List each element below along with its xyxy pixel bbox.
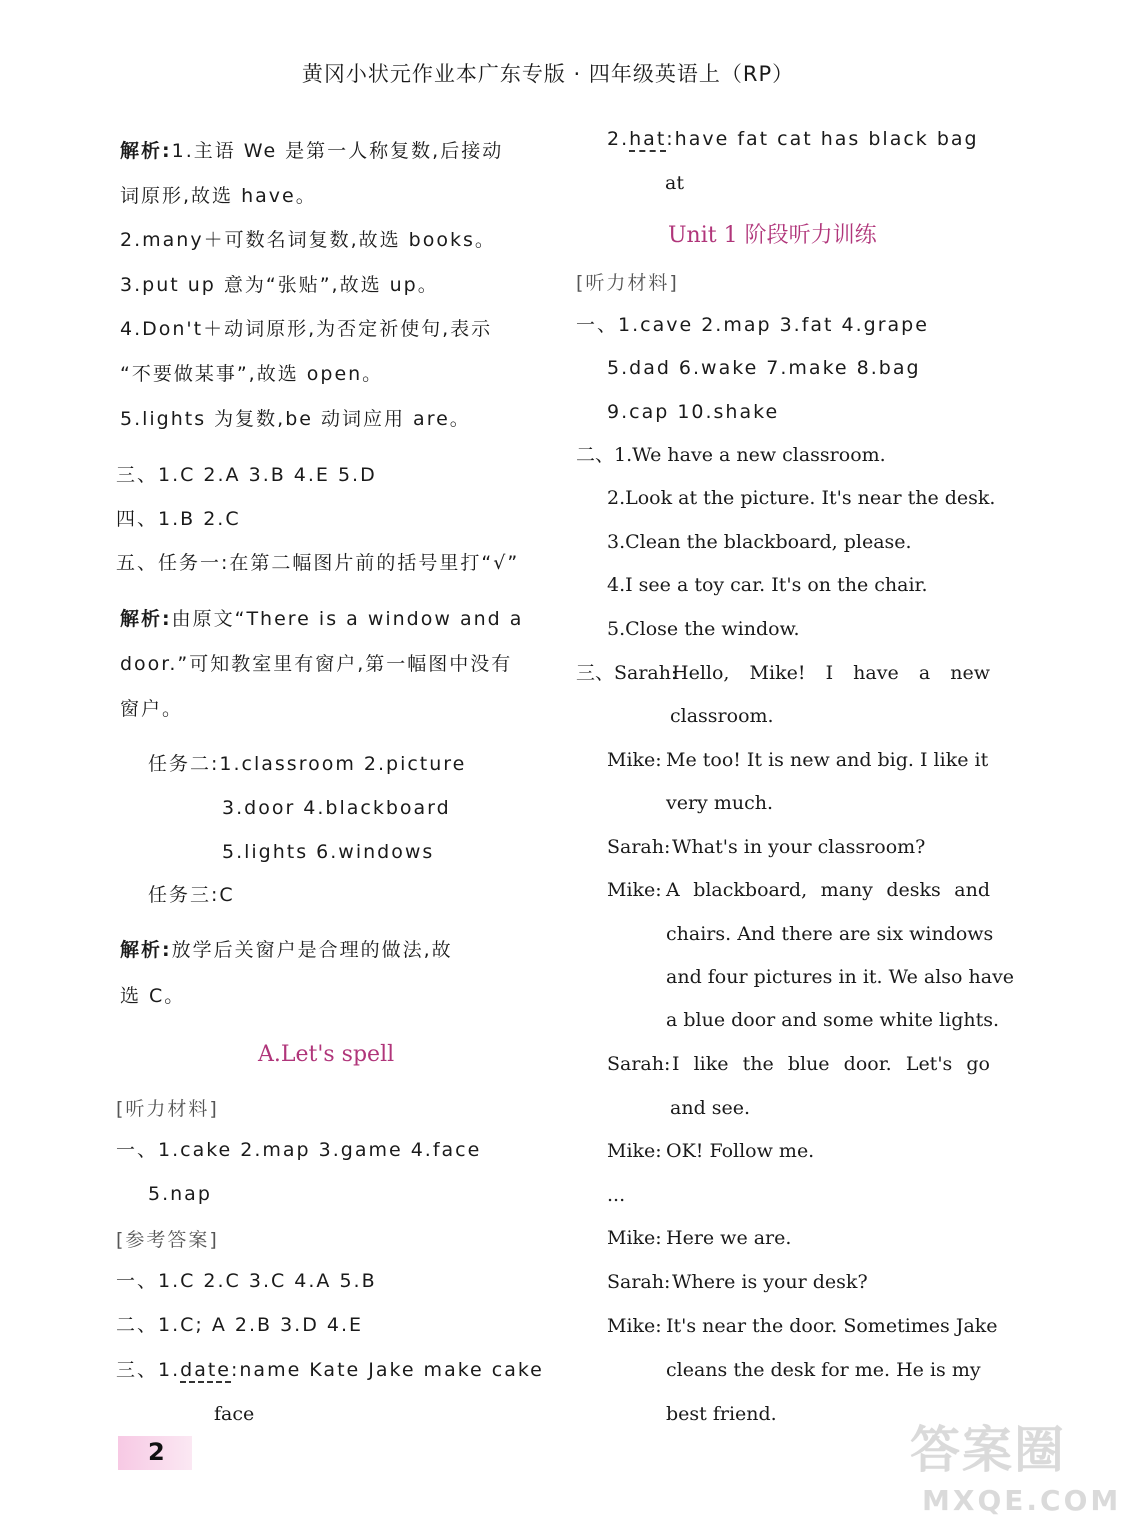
dialogue-line: a blue door and some white lights. [666,1009,1000,1031]
dialogue-line: A blackboard, many desks and [666,879,990,901]
dialogue-speaker: Mike: [607,879,662,901]
analysis-label: 解析: [120,939,172,961]
dialogue-line: Hello, Mike! I have a new [672,662,990,684]
analysis-3-line-1 [120,937,453,963]
part-1-line-3: 9.cap 10.shake [607,401,780,423]
dialogue-speaker: 三、Sarah: [576,662,678,684]
page-header: 黄冈小状元作业本广东专版 · 四年级英语上（RP） [301,62,795,86]
analysis-1-line-1 [120,138,520,164]
part-2-line-4: 4.I see a toy car. It's on the chair. [607,574,928,596]
listening-material-label: [听力材料] [116,1098,219,1120]
dialogue-speaker: Mike: [607,1227,662,1249]
analysis-1-line-7: 5.lights 为复数,be 动词应用 are。 [120,408,471,430]
watermark-bottom-text: MXQE.COM [922,1484,1121,1517]
dialogue-line: Here we are. [666,1227,792,1249]
dialogue-line: chairs. And there are six windows [666,923,994,945]
analysis-1-line-4: 3.put up 意为“张贴”,故选 up。 [120,274,439,296]
watermark-top-text: 答案圈 [910,1421,1066,1479]
part-2-line-1: 二、1.We have a new classroom. [576,444,886,466]
section-title-unit1: Unit 1 阶段听力训练 [668,223,877,248]
reference-answer-line-1: 一、1.C 2.C 3.C 4.A 5.B [116,1270,377,1292]
dialogue-line: I like the blue door. Let's go [672,1053,990,1075]
dialogue-line: Me too! It is new and big. I like it [666,749,989,771]
dialogue-line: What's in your classroom? [672,836,926,858]
underlined-word: hat [629,128,667,150]
analysis-text: 放学后关窗户是合理的做法,故 [171,939,453,961]
dialogue-speaker: Mike: [607,1315,662,1337]
dialogue-line: OK! Follow me. [666,1140,815,1162]
analysis-2-line-2: door.”可知教室里有窗户,第一幅图中没有 [120,653,513,675]
analysis-text: 由原文“There is a window and a [171,608,524,630]
dialogue-line: classroom. [670,705,774,727]
word-list: :name Kate Jake make cake [230,1359,544,1381]
right-answer-line-2: at [665,172,684,194]
reference-answer-line-4: face [214,1403,255,1425]
task-2-line-1: 任务二:1.classroom 2.picture [148,753,467,775]
dialogue-line: very much. [666,792,774,814]
part-2-line-2: 2.Look at the picture. It's near the desk. [607,487,996,509]
dialogue-speaker: Sarah: [607,1271,671,1293]
dialogue-line: cleans the desk for me. He is my [666,1359,981,1381]
analysis-label: 解析: [120,608,172,630]
reference-answer-line-2: 二、1.C; A 2.B 3.D 4.E [116,1314,364,1336]
right-answer-line-1 [607,126,979,152]
dialogue-speaker: Sarah: [607,836,671,858]
reference-answer-label: [参考答案] [116,1229,219,1251]
dialogue-speaker: Mike: [607,1140,662,1162]
word-list: :have fat cat has black bag [666,128,979,150]
dialogue-line: best friend. [666,1403,777,1425]
part-2-line-3: 3.Clean the blackboard, please. [607,531,912,553]
answer-section-3: 三、1.C 2.A 3.B 4.E 5.D [116,464,377,486]
analysis-label: 解析: [120,140,172,162]
dialogue-speaker: Mike: [607,749,662,771]
analysis-text: 1.主语 We 是第一人称复数,后接动 [171,140,504,162]
answer-prefix: 三、1. [116,1359,181,1381]
section-title-lets-spell: A.Let's spell [258,1042,395,1067]
underlined-word: date [180,1359,231,1381]
dialogue-line: It's near the door. Sometimes Jake [666,1315,998,1337]
dialogue-line: Where is your desk? [672,1271,868,1293]
listening-line-2: 5.nap [148,1183,212,1205]
task-2-line-3: 5.lights 6.windows [222,841,435,863]
task-2-line-2: 3.door 4.blackboard [222,797,451,819]
listening-line-1: 一、1.cake 2.map 3.game 4.face [116,1139,482,1161]
part-1-line-2: 5.dad 6.wake 7.make 8.bag [607,357,921,379]
analysis-1-line-6: “不要做某事”,故选 open。 [120,363,384,385]
dialogue-line: and four pictures in it. We also have [666,966,1015,988]
analysis-1-line-2: 词原形,故选 have。 [120,185,317,207]
page-number: 2 [148,1438,165,1466]
part-1-line-1: 一、1.cave 2.map 3.fat 4.grape [576,314,929,336]
part-2-line-5: 5.Close the window. [607,618,800,640]
reference-answer-line-3 [116,1357,544,1383]
listening-material-label: [听力材料] [576,272,679,294]
answer-section-5: 五、任务一:在第二幅图片前的括号里打“√” [116,552,520,574]
dialogue-speaker: Sarah: [607,1053,671,1075]
dialogue-line: and see. [670,1097,751,1119]
answer-section-4: 四、1.B 2.C [116,508,241,530]
analysis-2-line-3: 窗户。 [120,698,184,720]
analysis-1-line-5: 4.Don't＋动词原形,为否定祈使句,表示 [120,318,493,340]
analysis-2-line-1 [120,606,523,632]
dialogue-ellipsis: ... [607,1184,626,1206]
analysis-3-line-2: 选 C。 [120,985,186,1007]
task-3: 任务三:C [148,884,235,906]
analysis-1-line-3: 2.many＋可数名词复数,故选 books。 [120,229,496,251]
watermark-logo [902,1410,1121,1528]
answer-prefix: 2. [607,128,630,150]
